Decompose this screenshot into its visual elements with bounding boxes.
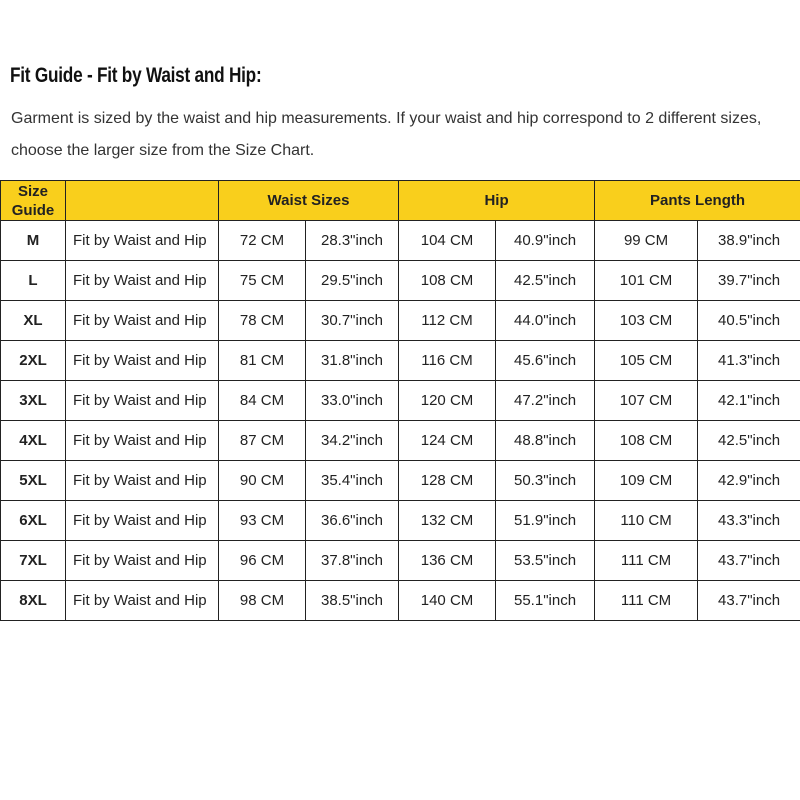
cell-hip-in: 44.0"inch xyxy=(496,301,595,341)
table-row xyxy=(1,261,800,301)
cell-waist-in: 29.5"inch xyxy=(306,261,399,301)
header-hip: Hip xyxy=(399,181,595,221)
cell-waist-cm: 93 CM xyxy=(219,501,306,541)
cell-len-in: 43.7"inch xyxy=(698,541,800,581)
cell-len-in: 41.3"inch xyxy=(698,341,800,381)
cell-hip-cm: 140 CM xyxy=(399,581,496,621)
cell-len-cm: 107 CM xyxy=(595,381,698,421)
cell-waist-cm: 72 CM xyxy=(219,221,306,261)
cell-len-cm: 101 CM xyxy=(595,261,698,301)
cell-size: M xyxy=(1,221,66,261)
cell-waist-in: 38.5"inch xyxy=(306,581,399,621)
cell-size: 3XL xyxy=(1,381,66,421)
cell-len-cm: 103 CM xyxy=(595,301,698,341)
cell-hip-cm: 120 CM xyxy=(399,381,496,421)
description: Garment is sized by the waist and hip measurements. If your waist and hip correspond to 2 different sizes, choose the larger size from the Size Chart. xyxy=(11,110,762,159)
cell-size: 8XL xyxy=(1,581,66,621)
cell-len-in: 38.9"inch xyxy=(698,221,800,261)
cell-waist-in: 37.8"inch xyxy=(306,541,399,581)
cell-fit: Fit by Waist and Hip xyxy=(66,381,219,421)
cell-len-cm: 99 CM xyxy=(595,221,698,261)
cell-size: 7XL xyxy=(1,541,66,581)
cell-waist-in: 36.6"inch xyxy=(306,501,399,541)
cell-waist-cm: 78 CM xyxy=(219,301,306,341)
cell-waist-in: 28.3"inch xyxy=(306,221,399,261)
cell-hip-cm: 136 CM xyxy=(399,541,496,581)
cell-len-in: 42.1"inch xyxy=(698,381,800,421)
cell-hip-cm: 124 CM xyxy=(399,421,496,461)
cell-len-cm: 108 CM xyxy=(595,421,698,461)
cell-len-in: 43.7"inch xyxy=(698,581,800,621)
table-row xyxy=(1,501,800,541)
cell-fit: Fit by Waist and Hip xyxy=(66,581,219,621)
header-size-guide: Size Guide xyxy=(1,181,66,221)
cell-waist-cm: 84 CM xyxy=(219,381,306,421)
table-row xyxy=(1,461,800,501)
cell-waist-in: 30.7"inch xyxy=(306,301,399,341)
table-row xyxy=(1,381,800,421)
cell-fit: Fit by Waist and Hip xyxy=(66,541,219,581)
page-title: Fit Guide - Fit by Waist and Hip: xyxy=(10,64,262,87)
cell-size: 5XL xyxy=(1,461,66,501)
cell-waist-cm: 81 CM xyxy=(219,341,306,381)
table-row xyxy=(1,301,800,341)
cell-waist-cm: 98 CM xyxy=(219,581,306,621)
cell-hip-in: 40.9"inch xyxy=(496,221,595,261)
header-fit xyxy=(66,181,219,221)
cell-len-cm: 109 CM xyxy=(595,461,698,501)
cell-hip-cm: 104 CM xyxy=(399,221,496,261)
cell-len-cm: 111 CM xyxy=(595,541,698,581)
header-pants-length: Pants Length xyxy=(595,181,800,221)
cell-len-in: 43.3"inch xyxy=(698,501,800,541)
cell-len-cm: 111 CM xyxy=(595,581,698,621)
cell-waist-in: 34.2"inch xyxy=(306,421,399,461)
cell-fit: Fit by Waist and Hip xyxy=(66,501,219,541)
cell-waist-in: 33.0"inch xyxy=(306,381,399,421)
cell-len-cm: 110 CM xyxy=(595,501,698,541)
cell-hip-in: 50.3"inch xyxy=(496,461,595,501)
cell-len-in: 42.5"inch xyxy=(698,421,800,461)
header-waist: Waist Sizes xyxy=(219,181,399,221)
cell-hip-in: 53.5"inch xyxy=(496,541,595,581)
cell-size: 2XL xyxy=(1,341,66,381)
cell-hip-cm: 128 CM xyxy=(399,461,496,501)
cell-size: 4XL xyxy=(1,421,66,461)
cell-fit: Fit by Waist and Hip xyxy=(66,261,219,301)
cell-size: L xyxy=(1,261,66,301)
cell-fit: Fit by Waist and Hip xyxy=(66,301,219,341)
cell-len-cm: 105 CM xyxy=(595,341,698,381)
cell-hip-cm: 132 CM xyxy=(399,501,496,541)
cell-fit: Fit by Waist and Hip xyxy=(66,221,219,261)
cell-len-in: 39.7"inch xyxy=(698,261,800,301)
cell-fit: Fit by Waist and Hip xyxy=(66,461,219,501)
cell-size: 6XL xyxy=(1,501,66,541)
cell-waist-in: 31.8"inch xyxy=(306,341,399,381)
table-row xyxy=(1,421,800,461)
table-row xyxy=(1,541,800,581)
cell-hip-cm: 112 CM xyxy=(399,301,496,341)
cell-hip-in: 51.9"inch xyxy=(496,501,595,541)
size-chart-table xyxy=(0,180,800,621)
cell-len-in: 42.9"inch xyxy=(698,461,800,501)
cell-hip-cm: 116 CM xyxy=(399,341,496,381)
cell-hip-in: 55.1"inch xyxy=(496,581,595,621)
cell-hip-in: 47.2"inch xyxy=(496,381,595,421)
cell-fit: Fit by Waist and Hip xyxy=(66,421,219,461)
cell-hip-in: 45.6"inch xyxy=(496,341,595,381)
cell-waist-cm: 87 CM xyxy=(219,421,306,461)
table-row xyxy=(1,341,800,381)
cell-waist-in: 35.4"inch xyxy=(306,461,399,501)
cell-hip-in: 48.8"inch xyxy=(496,421,595,461)
cell-waist-cm: 75 CM xyxy=(219,261,306,301)
cell-waist-cm: 90 CM xyxy=(219,461,306,501)
cell-waist-cm: 96 CM xyxy=(219,541,306,581)
table-row xyxy=(1,221,800,261)
table-row xyxy=(1,581,800,621)
cell-size: XL xyxy=(1,301,66,341)
cell-hip-in: 42.5"inch xyxy=(496,261,595,301)
cell-hip-cm: 108 CM xyxy=(399,261,496,301)
cell-fit: Fit by Waist and Hip xyxy=(66,341,219,381)
cell-len-in: 40.5"inch xyxy=(698,301,800,341)
table-header-row xyxy=(1,181,800,221)
